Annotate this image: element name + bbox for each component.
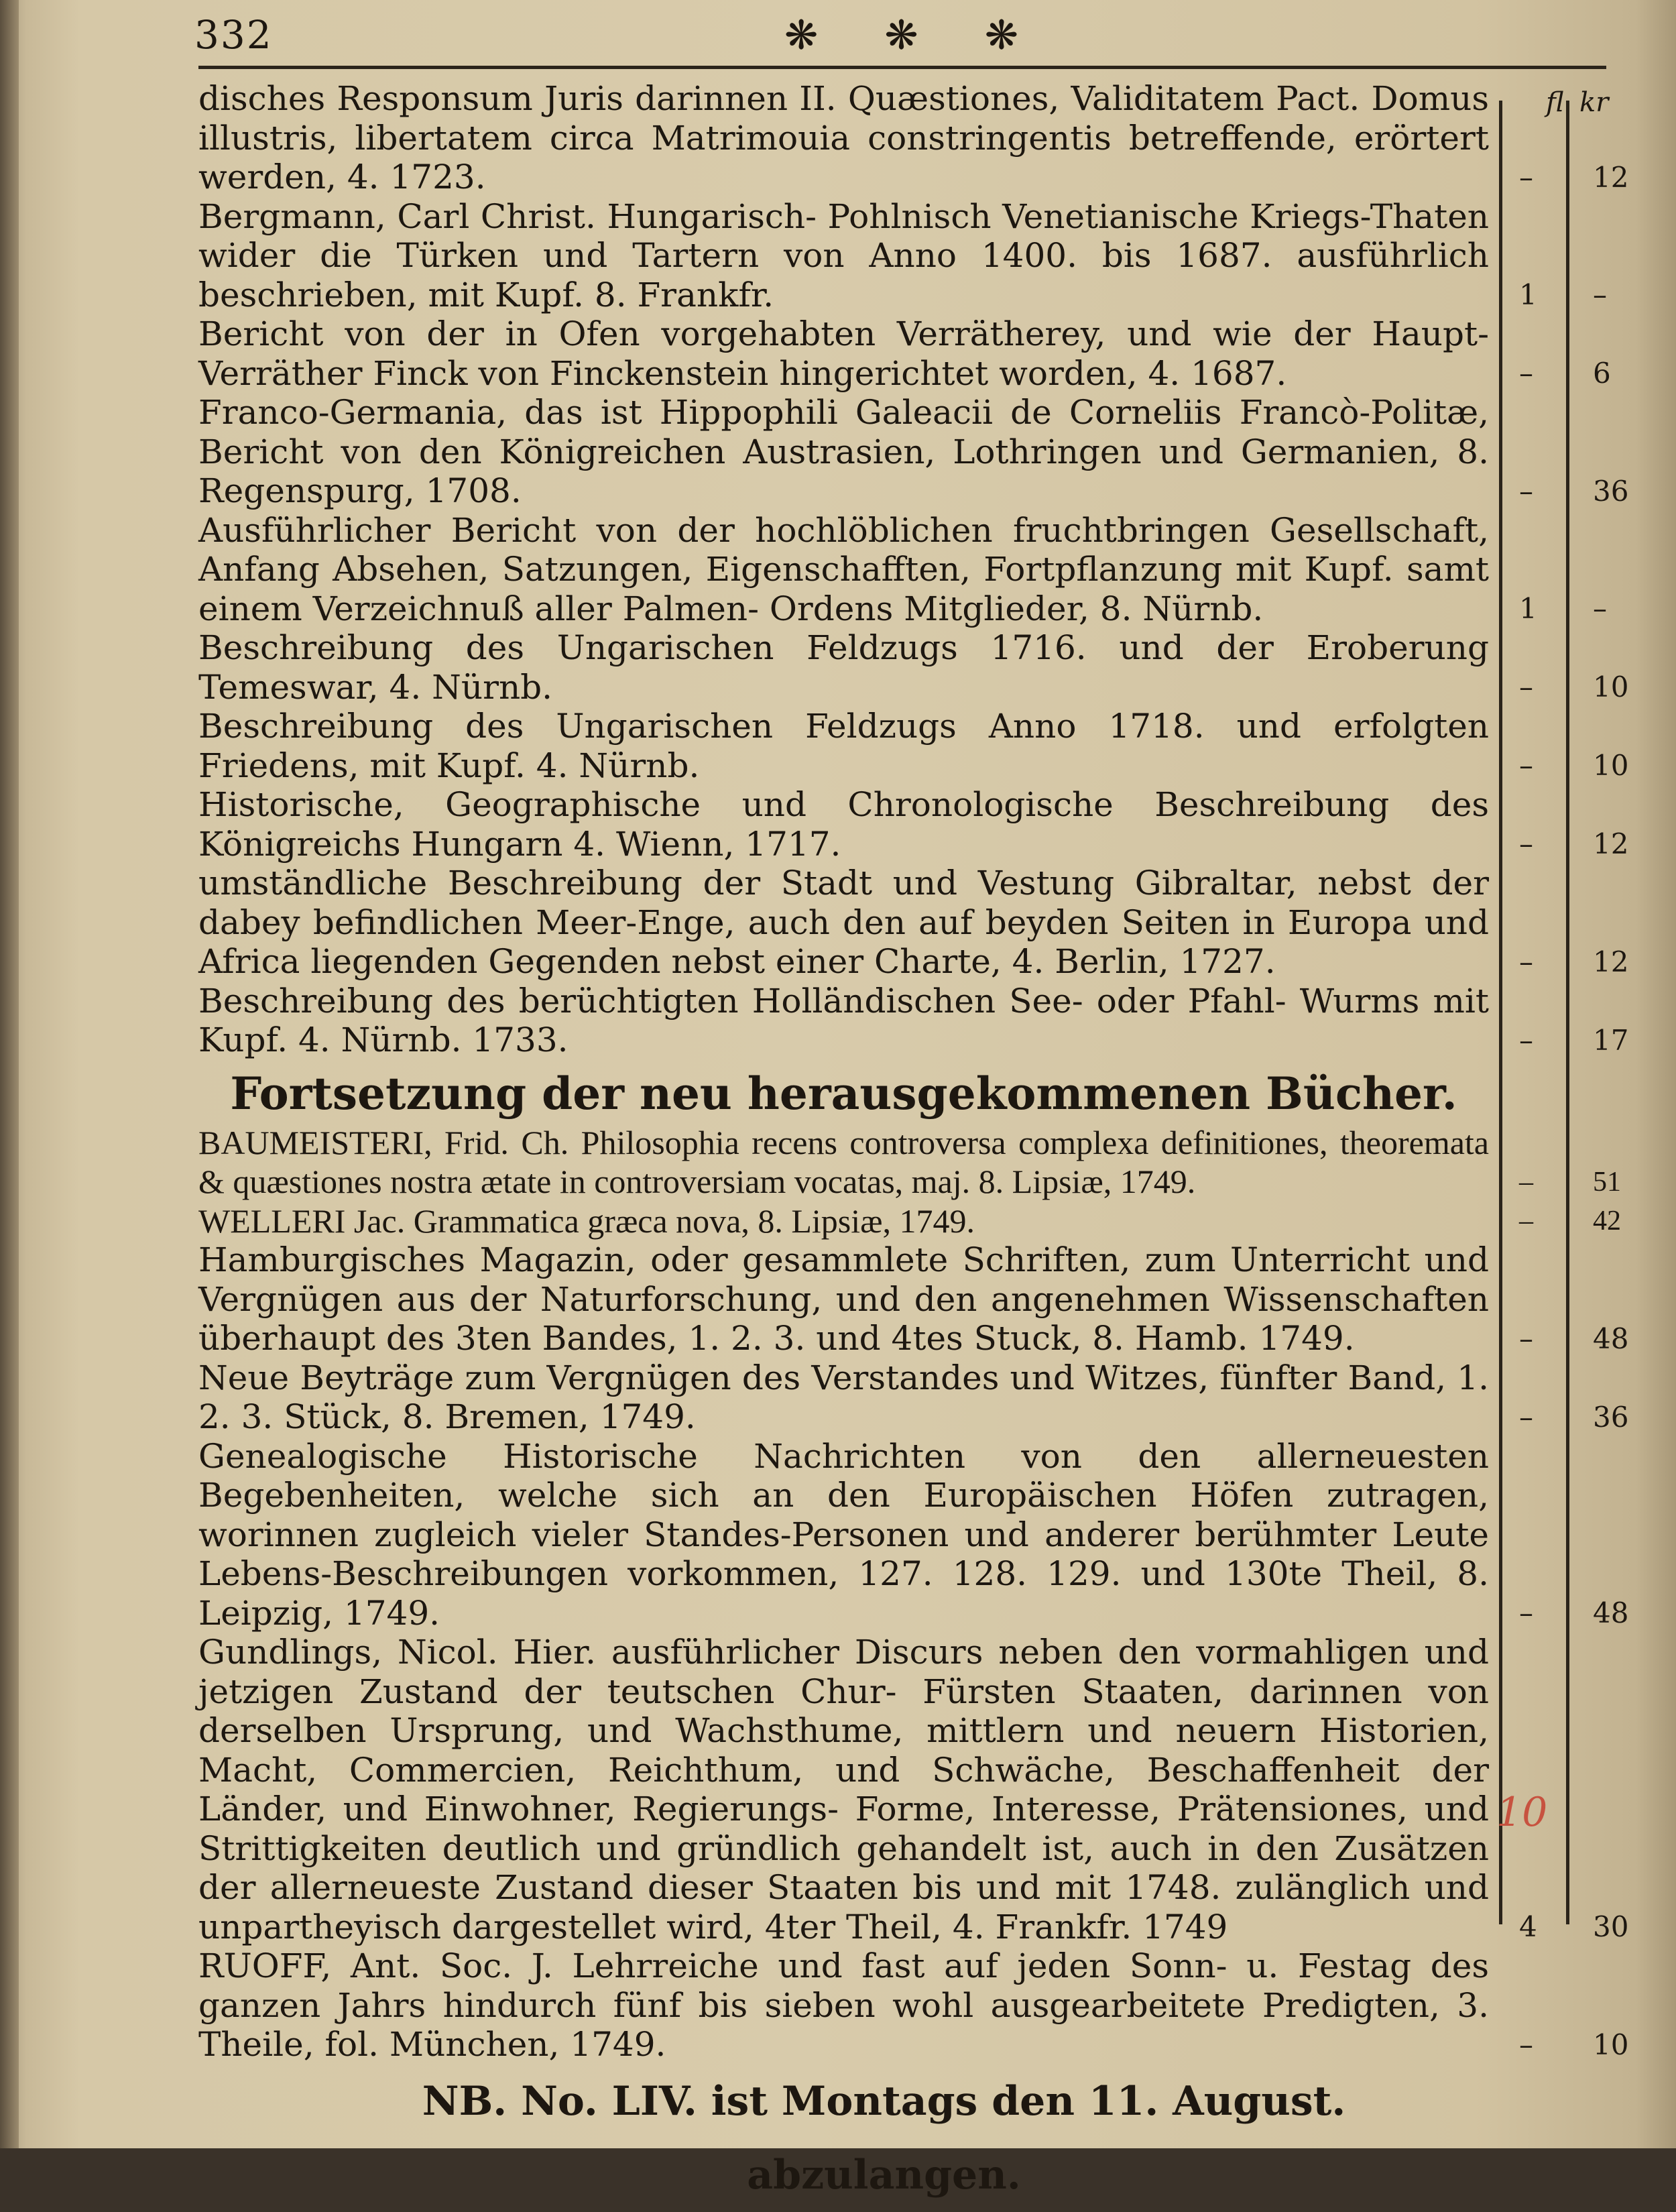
price-fl: – [1519, 357, 1533, 390]
page-header [194, 12, 1602, 59]
catalogue-entries [198, 79, 1629, 2212]
header-rule [198, 66, 1606, 69]
entry-price [1519, 668, 1640, 707]
price-fl: – [1519, 160, 1533, 194]
entry-price [1519, 1594, 1640, 1633]
catalogue-entry [198, 707, 1629, 785]
column-head-kr: kr [1579, 87, 1609, 118]
catalogue-entry [198, 1436, 1629, 1633]
price-fl: – [1519, 1166, 1533, 1198]
price-kr: 17 [1593, 1023, 1629, 1057]
price-fl: – [1519, 1206, 1533, 1236]
price-kr: 12 [1593, 827, 1629, 860]
catalogue-entry [198, 864, 1629, 982]
price-fl: – [1519, 945, 1533, 978]
section-title: Fortsetzung der neu herausgekommenen Bücher. [230, 1067, 1457, 1120]
catalogue-entry [198, 785, 1629, 864]
price-column-rule-left [1499, 101, 1502, 1924]
price-kr: 10 [1593, 2028, 1629, 2061]
handwritten-note: 10 [1496, 1789, 1548, 1836]
entry-price [1519, 1398, 1640, 1437]
price-fl: – [1519, 1400, 1533, 1434]
entry-text: Beschreibung des berüchtigten Holländischen See- oder Pfahl- Wurms mit Kupf. 4. Nürnb. 1733. [198, 981, 1489, 1059]
column-head-fl: fl [1546, 87, 1564, 118]
page-number: 332 [194, 12, 273, 58]
entry-text: Franco-Germania, das ist Hippophili Galeacii de Corneliis Francò-Politæ, Bericht von den Königreichen Austrasien, Lothringen und Germanien, 8. Regenspurg, 1708. [198, 393, 1489, 510]
price-fl: – [1519, 1322, 1533, 1355]
price-kr: 10 [1593, 749, 1629, 782]
entry-text: Bergmann, Carl Christ. Hungarisch- Pohlnisch Venetianische Kriegs-Thaten wider die Türken und Tartern von Anno 1400. bis 1687. ausführlich beschrieben, mit Kupf. 8. Frankfr. [198, 196, 1489, 314]
price-kr: – [1593, 592, 1607, 625]
entry-text: RUOFF, Ant. Soc. J. Lehrreiche und fast auf jeden Sonn- u. Festag des ganzen Jahrs hindurch fünf bis sieben wohl ausgearbeitete Predigten, 3. Theile, fol. München, 1749. [198, 1946, 1489, 2064]
entry-text: Genealogische Historische Nachrichten von den allerneuesten Begebenheiten, welche sich an den Europäischen Höfen zutragen, worinnen zugleich vieler Standes-Personen und anderer berühmter Leute Lebens-Beschreibungen vorkommen, 127. 128. 129. und 130te Theil, 8. Leipzig, 1749. [198, 1436, 1489, 1633]
price-kr: 48 [1593, 1322, 1629, 1355]
catalogue-entry [198, 510, 1607, 629]
entry-text: Historische, Geographische und Chronologische Beschreibung des Königreichs Hungarn 4. Wienn, 1717. [198, 785, 1489, 864]
entry-price [1519, 825, 1640, 864]
entry-text: Ausführlicher Bericht von der hochlöblichen fruchtbringen Gesellschaft, Anfang Absehen, Satzungen, Eigenschafften, Fortpflanzung mit Kupf. samt einem Verzeichnuß aller Palmen- Ordens Mitglieder, 8. Nürnb. [198, 510, 1489, 628]
entry-price [1519, 158, 1640, 197]
price-kr: 12 [1593, 160, 1629, 194]
price-kr: 10 [1593, 671, 1629, 703]
catalogue-entry [198, 393, 1629, 511]
price-kr: 12 [1593, 945, 1629, 978]
entry-price [1519, 1163, 1640, 1202]
price-fl: – [1519, 1023, 1533, 1057]
price-kr: 48 [1593, 1596, 1629, 1629]
entry-text: Beschreibung des Ungarischen Feldzugs Anno 1718. und erfolgten Friedens, mit Kupf. 4. Nürnb. [198, 707, 1489, 785]
price-kr: 6 [1593, 357, 1611, 390]
entry-text: disches Responsum Juris darinnen II. Quæstiones, Validitatem Pact. Domus illustris, libertatem circa Matrimouia constringentis betreffende, erörtert werden, 4. 1723. [198, 79, 1489, 196]
price-fl: – [1519, 827, 1533, 860]
catalogue-entry [198, 628, 1629, 707]
catalogue-entry [198, 1946, 1629, 2064]
price-kr: 42 [1593, 1206, 1621, 1236]
entry-price [1519, 2026, 1640, 2064]
entry-price [1519, 746, 1640, 785]
entry-price [1519, 354, 1640, 393]
price-kr: 30 [1593, 1910, 1629, 1943]
catalogue-entry [198, 1202, 1621, 1241]
price-kr: – [1593, 278, 1607, 311]
entry-text: WELLERI Jac. Grammatica græca nova, 8. Lipsiæ, 1749. [198, 1202, 975, 1240]
entry-text: umständliche Beschreibung der Stadt und Vestung Gibraltar, nebst der dabey befindlichen Meer-Enge, auch den auf beyden Seiten in Europa und Africa liegenden Gegenden nebst einer Charte, 4. Berlin, 1727. [198, 864, 1489, 981]
closing-notice: NB. No. LIV. ist Montags den 11. August. abzulangen. [422, 2077, 1346, 2199]
entry-price [1519, 1908, 1640, 1946]
price-fl: – [1519, 671, 1533, 703]
entry-price [1519, 1320, 1640, 1358]
entry-price [1519, 943, 1640, 982]
entry-price [1519, 589, 1640, 628]
price-fl: – [1519, 2028, 1533, 2061]
price-fl: 1 [1519, 592, 1537, 625]
entry-text: Beschreibung des Ungarischen Feldzugs 1716. und der Eroberung Temeswar, 4. Nürnb. [198, 628, 1489, 707]
catalogue-entry [198, 196, 1607, 315]
header-ornaments: ❋ ❋ ❋ [784, 12, 1045, 59]
entry-price [1519, 276, 1640, 314]
price-fl: – [1519, 1596, 1533, 1629]
entry-text: BAUMEISTERI, Frid. Ch. Philosophia recens controversa complexa definitiones, theoremata & quæstiones nostra ætate in controversiam vocatas, maj. 8. Lipsiæ, 1749. [198, 1123, 1489, 1200]
entry-price [1519, 1021, 1640, 1060]
entry-text: Bericht von der in Ofen vorgehabten Verrätherey, und wie der Haupt-Verräther Finck von Finckenstein hingerichtet worden, 4. 1687. [198, 314, 1489, 393]
catalogue-entry [198, 981, 1629, 1060]
price-fl: 4 [1519, 1910, 1537, 1943]
price-kr: 51 [1593, 1166, 1621, 1198]
entry-price [1519, 1202, 1640, 1240]
price-fl: 1 [1519, 278, 1537, 311]
catalogue-entry [198, 1240, 1629, 1358]
catalogue-entry [198, 1123, 1621, 1202]
price-fl: – [1519, 749, 1533, 782]
entry-text: Gundlings, Nicol. Hier. ausführlicher Discurs neben den vormahligen und jetzigen Zustand der teutschen Chur- Fürsten Staaten, darinnen von derselben Ursprung, und Wachsthume, mittlern und neuern Historien, Macht, Commercien, Reichthum, und Schwäche, Beschaffenheit der Länder, und Einwohner, Regierungs- Forme, Interesse, Prätensiones, und Strittigkeiten deutlich und gründlich gehandelt ist, auch in den Zusätzen der allerneueste Zustand dieser Staaten bis und mit 1748. zulänglich und unpartheyisch dargestellet wird, 4ter Theil, 4. Frankfr. 1749 [198, 1633, 1489, 1946]
catalogue-entry [198, 1358, 1629, 1437]
price-kr: 36 [1593, 1400, 1629, 1434]
price-fl: – [1519, 474, 1533, 508]
page-binding-edge [0, 0, 19, 2148]
entry-text: Neue Beyträge zum Vergnügen des Verstandes und Witzes, fünfter Band, 1. 2. 3. Stück, 8. Bremen, 1749. [198, 1358, 1489, 1436]
catalogue-entry [198, 314, 1611, 393]
entry-text: Hamburgisches Magazin, oder gesammlete Schriften, zum Unterricht und Vergnügen aus der Naturforschung, und den angenehmen Wissenschaften überhaupt des 3ten Bandes, 1. 2. 3. und 4tes Stuck, 8. Hamb. 1749. [198, 1240, 1489, 1358]
entry-price [1519, 472, 1640, 511]
price-kr: 36 [1593, 474, 1629, 508]
